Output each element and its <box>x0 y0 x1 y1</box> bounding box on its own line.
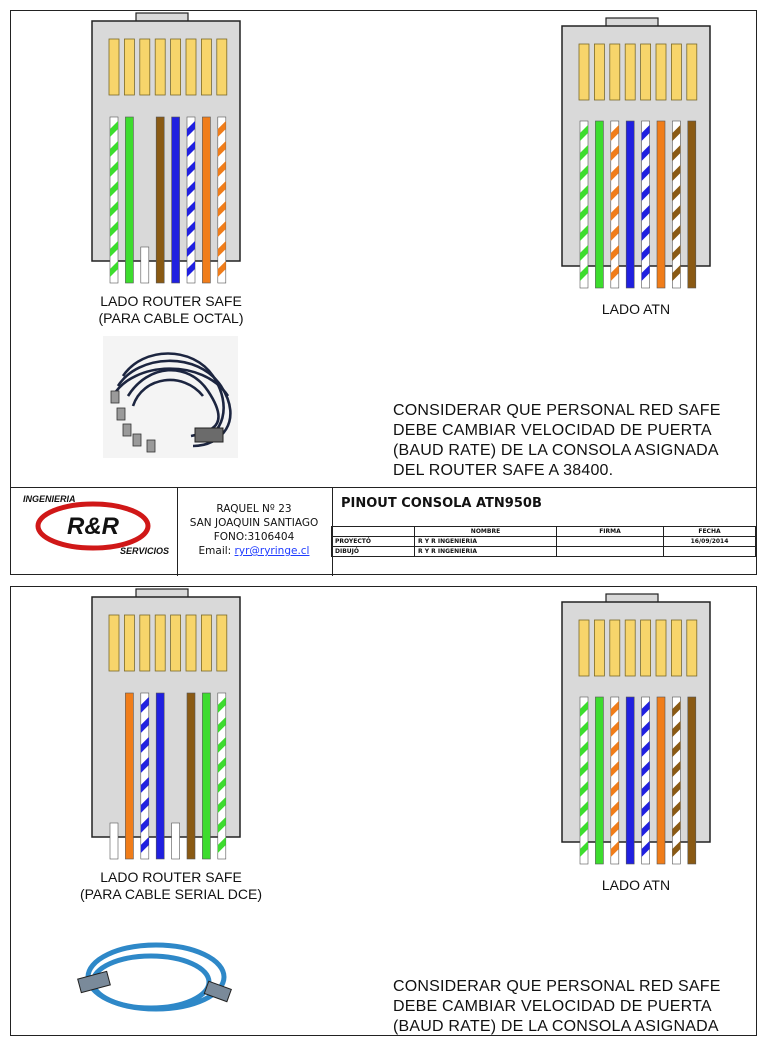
wire-3-orange-stripe <box>611 121 619 288</box>
wire-4-blue <box>156 693 164 859</box>
pin-6 <box>186 39 196 95</box>
wire-3-orange-stripe <box>611 697 619 864</box>
left-side-label: LADO ROUTER SAFE (PARA CABLE OCTAL) <box>98 293 244 326</box>
pin-3 <box>610 44 620 100</box>
logo-bottom-text: SERVICIOS <box>120 546 170 556</box>
wire-5-blue-stripe <box>642 697 650 864</box>
wire-6-orange <box>657 121 665 288</box>
pin-4 <box>155 615 165 671</box>
pin-2 <box>594 620 604 676</box>
pin-5 <box>171 615 181 671</box>
wire-7-brown-stripe <box>672 121 680 288</box>
wire-4-blue <box>626 697 634 864</box>
email-link[interactable]: ryr@ryringe.cl <box>234 545 310 557</box>
pin-8 <box>687 620 697 676</box>
pin-1 <box>109 39 119 95</box>
wire-8-green-stripe <box>218 693 226 859</box>
pin-6 <box>656 44 666 100</box>
pinout-sheet-1 <box>10 10 757 575</box>
left-side-label: LADO ROUTER SAFE (PARA CABLE SERIAL DCE) <box>79 869 263 902</box>
wire-2-green <box>595 121 603 288</box>
wire-5-blue <box>172 117 180 283</box>
wire-6-blue-stripe <box>187 117 195 283</box>
pin-7 <box>671 620 681 676</box>
wire-5-blue-stripe <box>642 121 650 288</box>
rj45-left-connector <box>86 11 256 301</box>
company-address: RAQUEL Nº 23 SAN JOAQUIN SANTIAGO FONO:3106404 Email: ryr@ryringe.cl <box>189 503 319 557</box>
baud-rate-note: CONSIDERAR QUE PERSONAL RED SAFE DEBE CAMBIAR VELOCIDAD DE PUERTA (BAUD RATE) DE LA CONSOLA ASIGNADA <box>393 978 721 1035</box>
pin-5 <box>171 39 181 95</box>
logo-top-text: INGENIERIA <box>23 494 76 504</box>
wire-1-white <box>110 823 118 859</box>
wire-1-green-stripe <box>580 121 588 288</box>
pin-5 <box>641 620 651 676</box>
approval-table: NOMBRE FIRMA FECHA PROYECTÓ R Y R INGENIERIA 16/09/2014 DIBUJÓ R Y R INGENIERIA <box>331 526 756 557</box>
pin-8 <box>217 39 227 95</box>
octal-cable-photo <box>103 336 238 458</box>
pin-7 <box>671 44 681 100</box>
pinout-sheet-2 <box>10 586 757 1036</box>
wire-2-orange <box>125 693 133 859</box>
pin-4 <box>155 39 165 95</box>
wire-7-green <box>202 693 210 859</box>
wire-8-orange-stripe <box>218 117 226 283</box>
drawing-title: PINOUT CONSOLA ATN950B <box>341 496 542 511</box>
title-block <box>11 487 756 576</box>
wire-7-brown-stripe <box>672 697 680 864</box>
wire-1-green-stripe <box>580 697 588 864</box>
wire-3-white <box>141 247 149 283</box>
baud-rate-note: CONSIDERAR QUE PERSONAL RED SAFE DEBE CAMBIAR VELOCIDAD DE PUERTA (BAUD RATE) DE LA CONSOLA ASIGNADA DEL ROUTER SAFE A 38400. <box>393 402 721 479</box>
wire-5-white <box>172 823 180 859</box>
pin-5 <box>641 44 651 100</box>
wire-6-brown <box>187 693 195 859</box>
wire-1-green-stripe <box>110 117 118 283</box>
wire-6-orange <box>657 697 665 864</box>
pin-6 <box>656 620 666 676</box>
pin-1 <box>579 620 589 676</box>
pin-7 <box>201 615 211 671</box>
wire-4-brown <box>156 117 164 283</box>
rj45-right-connector <box>556 592 726 882</box>
logo-cell <box>11 488 178 576</box>
pin-3 <box>610 620 620 676</box>
pin-1 <box>579 44 589 100</box>
pin-8 <box>687 44 697 100</box>
pin-3 <box>140 39 150 95</box>
pin-2 <box>594 44 604 100</box>
right-side-label: LADO ATN <box>601 301 671 317</box>
pin-8 <box>217 615 227 671</box>
rj45-right-connector <box>556 16 726 306</box>
ryr-logo <box>15 492 175 562</box>
rj45-left-connector <box>86 587 256 877</box>
pin-1 <box>109 615 119 671</box>
wire-2-green <box>125 117 133 283</box>
wire-3-blue-stripe <box>141 693 149 859</box>
pin-6 <box>186 615 196 671</box>
pin-3 <box>140 615 150 671</box>
serial-dce-cable-photo <box>71 927 236 1037</box>
pin-4 <box>625 620 635 676</box>
logo-main-text: R&R <box>67 513 119 540</box>
right-side-label: LADO ATN <box>601 877 671 893</box>
wire-4-blue <box>626 121 634 288</box>
wire-8-brown <box>688 697 696 864</box>
wire-8-brown <box>688 121 696 288</box>
pin-2 <box>124 615 134 671</box>
wire-7-orange <box>202 117 210 283</box>
pin-2 <box>124 39 134 95</box>
wire-2-green <box>595 697 603 864</box>
pin-4 <box>625 44 635 100</box>
pin-7 <box>201 39 211 95</box>
